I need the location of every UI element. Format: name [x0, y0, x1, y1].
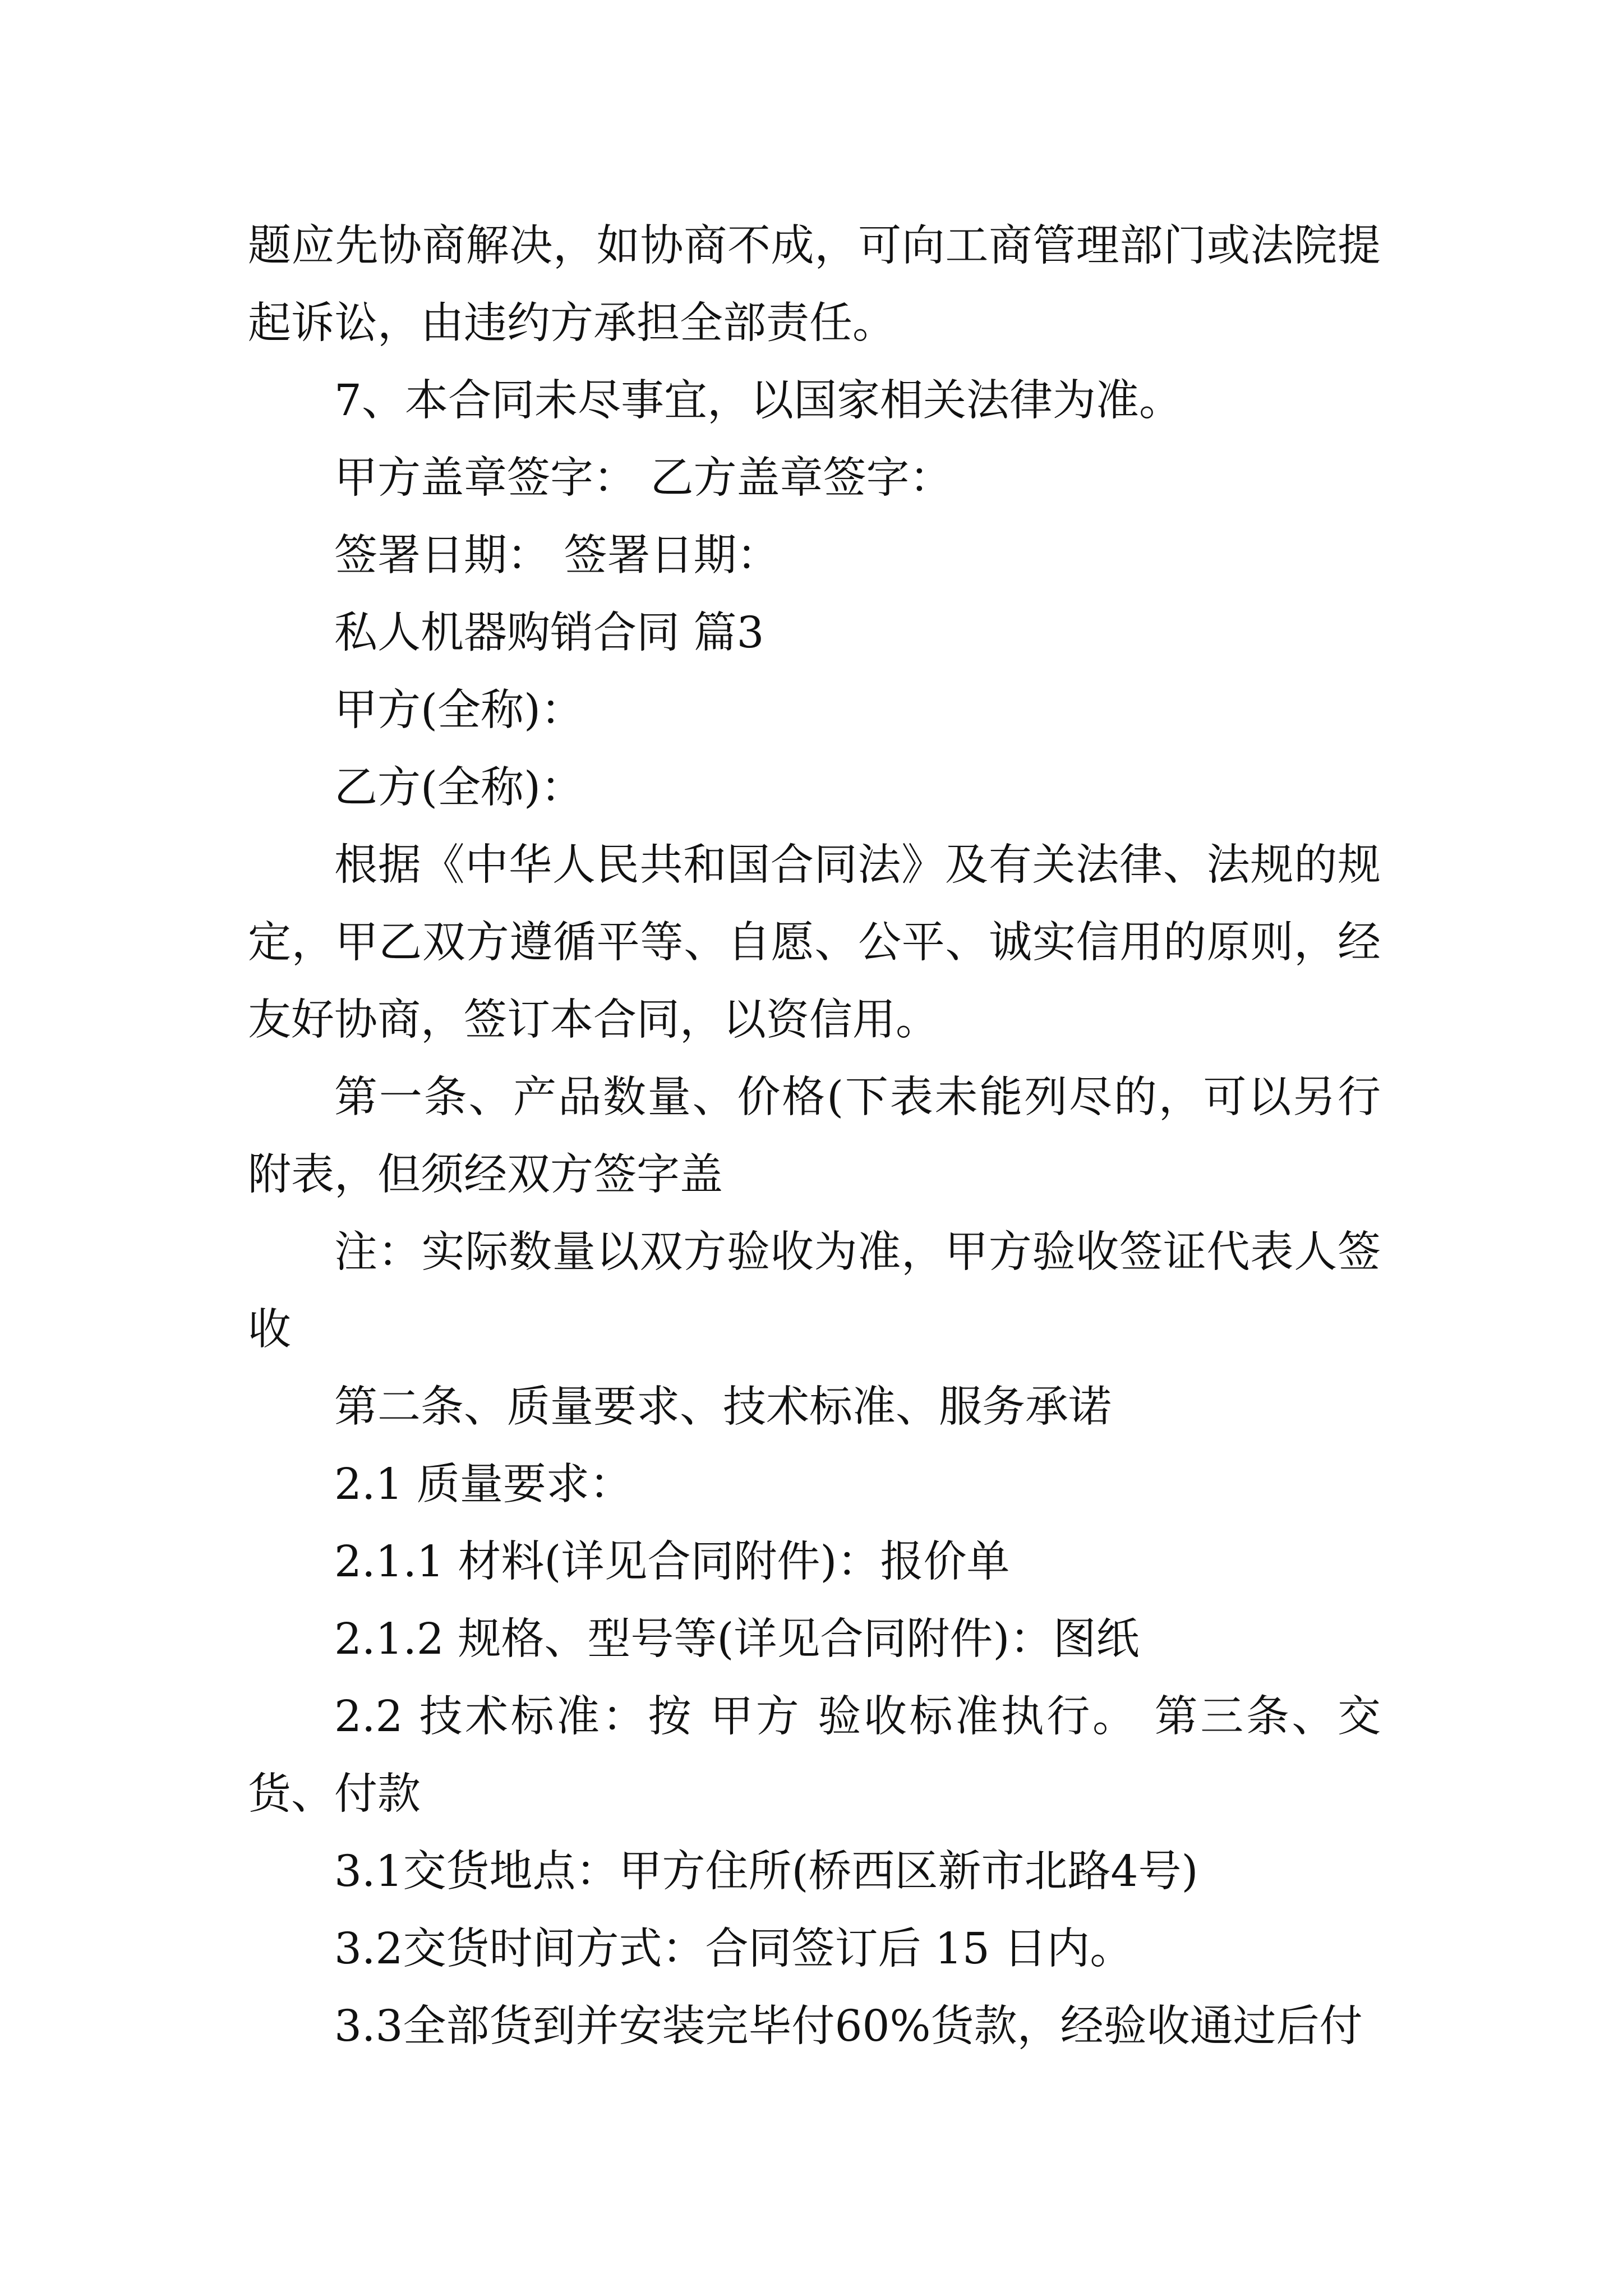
paragraph-preamble: 根据《中华人民共和国合同法》及有关法律、法规的规定，甲乙双方遵循平等、自愿、公平、诚实信用的原则，经友好协商，签订本合同，以资信用。	[248, 840, 1381, 1045]
paragraph-article-2: 第二条、质量要求、技术标准、服务承诺	[334, 1382, 1112, 1432]
paragraph-2-1-2: 2.1.2 规格、型号等(详见合同附件)：图纸	[334, 1614, 1140, 1664]
paragraph-3-3: 3.3全部货到并安装完毕付60%货款，经验收通过后付	[334, 2001, 1363, 2051]
section-heading: 私人机器购销合同 篇3	[334, 608, 764, 658]
paragraph-3-2: 3.2交货时间方式：合同签订后 15 日内。	[334, 1924, 1133, 1974]
paragraph-party-b: 乙方(全称)：	[334, 763, 584, 813]
paragraph-clause-7: 7、本合同未尽事宜，以国家相关法律为准。	[334, 376, 1182, 426]
document-body	[248, 208, 1381, 2065]
paragraph-article-1: 第一条、产品数量、价格(下表未能列尽的，可以另行附表，但须经双方签字盖	[248, 1073, 1381, 1200]
paragraph-2-2: 2.2 技术标准：按 甲方 验收标准执行。 第三条、交货、付款	[248, 1692, 1381, 1819]
paragraph-sign-dates: 签署日期： 签署日期：	[334, 531, 780, 581]
paragraph-dispute-resolution: 题应先协商解决，如协商不成，可向工商管理部门或法院提起诉讼，由违约方承担全部责任。	[248, 221, 1381, 348]
paragraph-2-1: 2.1 质量要求：	[334, 1460, 633, 1510]
paragraph-note: 注：实际数量以双方验收为准，甲方验收签证代表人签收	[248, 1227, 1381, 1355]
paragraph-party-a: 甲方(全称)：	[334, 685, 584, 735]
paragraph-signatures: 甲方盖章签字： 乙方盖章签字：	[334, 453, 953, 503]
paragraph-3-1: 3.1交货地点：甲方住所(桥西区新市北路4号)	[334, 1847, 1198, 1897]
paragraph-2-1-1: 2.1.1 材料(详见合同附件)：报价单	[334, 1537, 1010, 1587]
